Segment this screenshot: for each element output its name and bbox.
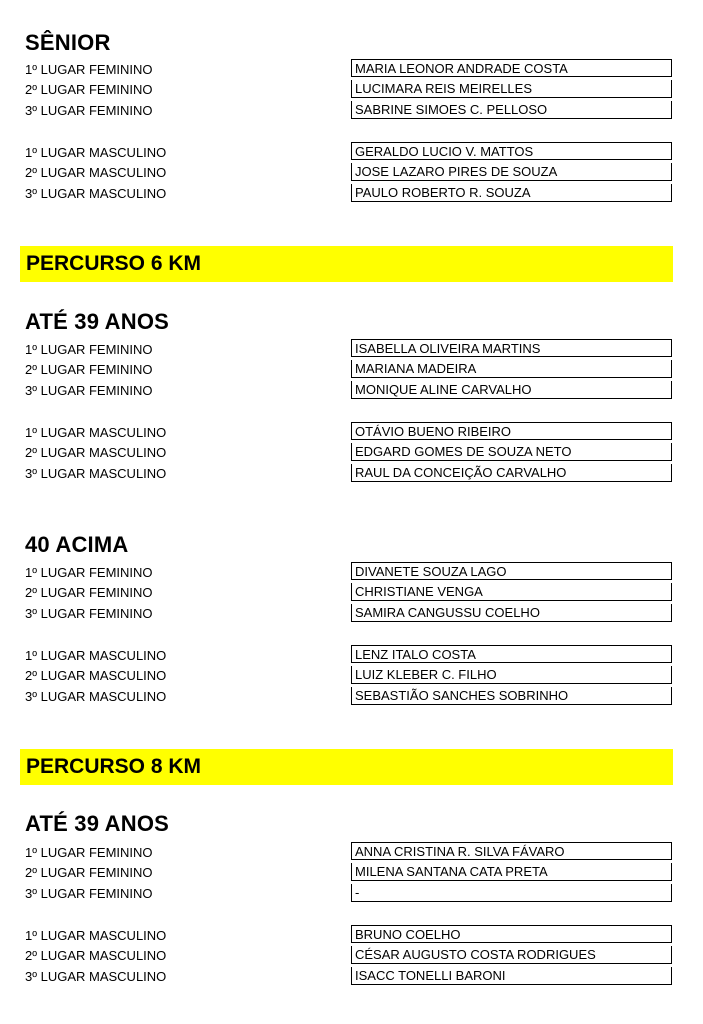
winner-name: BRUNO COELHO bbox=[355, 927, 461, 942]
winner-name: DIVANETE SOUZA LAGO bbox=[355, 564, 507, 579]
winner-name: SEBASTIÃO SANCHES SOBRINHO bbox=[355, 688, 569, 703]
winner-name: LENZ ITALO COSTA bbox=[355, 647, 476, 662]
course-title: PERCURSO 8 KM bbox=[26, 755, 202, 778]
winner-box bbox=[351, 645, 672, 663]
winner-name: SAMIRA CANGUSSU COELHO bbox=[355, 605, 540, 620]
place-label: 1º LUGAR FEMININO bbox=[25, 342, 153, 357]
place-label: 2º LUGAR MASCULINO bbox=[25, 165, 167, 180]
winner-box bbox=[351, 946, 672, 964]
course-band-6km bbox=[20, 246, 673, 282]
place-label: 3º LUGAR MASCULINO bbox=[25, 186, 167, 201]
place-label: 2º LUGAR FEMININO bbox=[25, 865, 153, 880]
winner-name: RAUL DA CONCEIÇÃO CARVALHO bbox=[355, 465, 567, 480]
winner-box bbox=[351, 381, 672, 399]
winner-box bbox=[351, 884, 672, 902]
winner-name: ISACC TONELLI BARONI bbox=[355, 968, 506, 983]
winner-box bbox=[351, 925, 672, 943]
section-heading-ate-39: ATÉ 39 ANOS bbox=[25, 811, 170, 836]
winner-name: CHRISTIANE VENGA bbox=[355, 584, 483, 599]
place-label: 1º LUGAR MASCULINO bbox=[25, 928, 167, 943]
place-label: 3º LUGAR FEMININO bbox=[25, 886, 153, 901]
winner-name: PAULO ROBERTO R. SOUZA bbox=[355, 185, 531, 200]
winner-name: LUCIMARA REIS MEIRELLES bbox=[355, 81, 532, 96]
winner-name: EDGARD GOMES DE SOUZA NETO bbox=[355, 444, 572, 459]
winner-name: LUIZ KLEBER C. FILHO bbox=[355, 667, 497, 682]
course-title: PERCURSO 6 KM bbox=[26, 252, 202, 275]
winner-box bbox=[351, 360, 672, 378]
winner-box bbox=[351, 464, 672, 482]
place-label: 2º LUGAR MASCULINO bbox=[25, 668, 167, 683]
place-label: 1º LUGAR FEMININO bbox=[25, 565, 153, 580]
winner-box bbox=[351, 101, 672, 119]
course-band-8km bbox=[20, 749, 673, 785]
place-label: 3º LUGAR FEMININO bbox=[25, 606, 153, 621]
place-label: 2º LUGAR MASCULINO bbox=[25, 948, 167, 963]
place-label: 3º LUGAR FEMININO bbox=[25, 383, 153, 398]
winner-box bbox=[351, 443, 672, 461]
winner-box bbox=[351, 184, 672, 202]
place-label: 3º LUGAR FEMININO bbox=[25, 103, 153, 118]
winner-name: SABRINE SIMOES C. PELLOSO bbox=[355, 102, 548, 117]
place-label: 2º LUGAR MASCULINO bbox=[25, 445, 167, 460]
place-label: 2º LUGAR FEMININO bbox=[25, 362, 153, 377]
place-label: 2º LUGAR FEMININO bbox=[25, 585, 153, 600]
winner-name: ISABELLA OLIVEIRA MARTINS bbox=[355, 341, 541, 356]
place-label: 3º LUGAR MASCULINO bbox=[25, 689, 167, 704]
winner-box bbox=[351, 583, 672, 601]
place-label: 2º LUGAR FEMININO bbox=[25, 82, 153, 97]
winner-box bbox=[351, 163, 672, 181]
place-label: 1º LUGAR MASCULINO bbox=[25, 145, 167, 160]
winner-box bbox=[351, 604, 672, 622]
winner-box bbox=[351, 666, 672, 684]
winner-box bbox=[351, 967, 672, 985]
winner-name: MARIANA MADEIRA bbox=[355, 361, 477, 376]
winner-box bbox=[351, 422, 672, 440]
winner-box bbox=[351, 59, 672, 77]
winner-box bbox=[351, 863, 672, 881]
winner-box bbox=[351, 339, 672, 357]
place-label: 3º LUGAR MASCULINO bbox=[25, 969, 167, 984]
section-heading-40-acima: 40 ACIMA bbox=[25, 532, 129, 557]
winner-name: MILENA SANTANA CATA PRETA bbox=[355, 864, 548, 879]
winner-box bbox=[351, 80, 672, 98]
place-label: 1º LUGAR FEMININO bbox=[25, 845, 153, 860]
place-label: 3º LUGAR MASCULINO bbox=[25, 466, 167, 481]
winner-name: CÉSAR AUGUSTO COSTA RODRIGUES bbox=[355, 947, 596, 962]
winner-box bbox=[351, 687, 672, 705]
winner-name: GERALDO LUCIO V. MATTOS bbox=[355, 144, 534, 159]
winner-name: MARIA LEONOR ANDRADE COSTA bbox=[355, 61, 568, 76]
winner-name: OTÁVIO BUENO RIBEIRO bbox=[355, 424, 512, 439]
winner-box bbox=[351, 142, 672, 160]
winner-name: - bbox=[355, 885, 360, 900]
place-label: 1º LUGAR MASCULINO bbox=[25, 425, 167, 440]
place-label: 1º LUGAR FEMININO bbox=[25, 62, 153, 77]
section-heading-senior: SÊNIOR bbox=[25, 30, 111, 55]
winner-name: MONIQUE ALINE CARVALHO bbox=[355, 382, 532, 397]
place-label: 1º LUGAR MASCULINO bbox=[25, 648, 167, 663]
winner-box bbox=[351, 842, 672, 860]
winner-name: ANNA CRISTINA R. SILVA FÁVARO bbox=[355, 844, 565, 859]
winner-name: JOSE LAZARO PIRES DE SOUZA bbox=[355, 164, 558, 179]
section-heading-ate-39: ATÉ 39 ANOS bbox=[25, 309, 170, 334]
winner-box bbox=[351, 562, 672, 580]
